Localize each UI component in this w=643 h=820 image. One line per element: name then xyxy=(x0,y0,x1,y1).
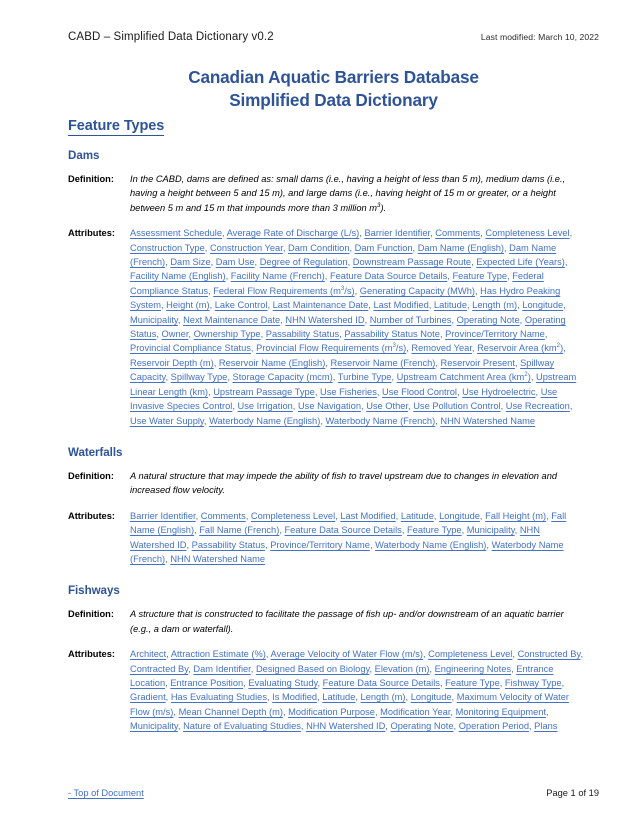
attributes-list xyxy=(130,226,587,428)
definition-label: Definition: xyxy=(68,470,114,481)
attribute-link[interactable]: Next Maintenance Date xyxy=(183,314,281,325)
attribute-link[interactable]: Monitoring Equipment xyxy=(455,706,547,717)
attribute-separator: , xyxy=(324,271,330,282)
attribute-separator: , xyxy=(391,372,397,383)
attribute-link[interactable]: Lake Control xyxy=(214,300,268,311)
attribute-link[interactable]: Use Flood Control xyxy=(382,386,457,397)
attribute-link[interactable]: Use Invasive Species Control xyxy=(130,386,558,412)
attribute-link[interactable]: Province/Territory Name xyxy=(270,539,370,550)
attribute-link[interactable]: Turbine Type xyxy=(337,372,392,383)
attribute-separator: , xyxy=(232,401,238,412)
attribute-separator: , xyxy=(186,539,192,550)
attribute-separator: , xyxy=(439,329,446,340)
section-heading-feature-types: Feature Types xyxy=(68,118,165,134)
attribute-link[interactable]: Waterbody Name (French) xyxy=(130,539,564,564)
attribute-separator: , xyxy=(479,510,486,521)
attribute-separator: , xyxy=(368,300,374,311)
attribute-link[interactable]: Latitude xyxy=(400,510,434,521)
attribute-link[interactable]: Last Modified xyxy=(340,510,396,521)
attribute-link[interactable]: NHN Watershed ID xyxy=(306,721,386,732)
attribute-separator: , xyxy=(320,415,326,426)
attribute-separator: , xyxy=(227,372,233,383)
attribute-link[interactable]: Storage Capacity (mcm) xyxy=(232,372,333,383)
attribute-link[interactable]: Use Hydroelectric xyxy=(462,386,536,397)
attribute-link[interactable]: Province/Territory Name xyxy=(445,329,545,340)
attribute-link[interactable]: Nature of Evaluating Studies xyxy=(183,721,301,732)
attribute-separator: , xyxy=(254,257,260,268)
attribute-link[interactable]: Fall Height (m) xyxy=(485,510,547,521)
attribute-link[interactable]: Length (m) xyxy=(360,692,406,703)
attribute-link[interactable]: Contracted By xyxy=(130,663,189,674)
attribute-separator: , xyxy=(471,257,477,268)
attribute-separator: , xyxy=(412,242,418,253)
attribute-link[interactable]: Latitude xyxy=(433,300,467,311)
attribute-link[interactable]: Entrance Position xyxy=(170,677,244,688)
attribute-link[interactable]: Average Rate of Discharge (L/s) xyxy=(226,228,360,239)
attribute-separator: , xyxy=(369,663,375,674)
attribute-separator: , xyxy=(376,386,383,397)
attribute-separator: , xyxy=(250,343,257,354)
attribute-link[interactable]: Elevation (m) xyxy=(374,663,430,674)
title-line-secondary: Simplified Data Dictionary xyxy=(229,90,438,110)
attribute-separator: , xyxy=(561,677,565,688)
document-footer xyxy=(68,788,599,798)
attribute-link[interactable]: NHN Watershed Name xyxy=(440,415,536,426)
attribute-link[interactable]: Fall Name (French) xyxy=(199,525,280,536)
attribute-separator: , xyxy=(339,329,345,340)
attribute-link[interactable]: Mean Channel Depth (m) xyxy=(178,706,283,717)
attribute-separator: , xyxy=(317,692,323,703)
attribute-separator: , xyxy=(208,386,214,397)
attribute-separator: , xyxy=(401,525,407,536)
attribute-link[interactable]: Waterbody Name (English) xyxy=(209,415,321,426)
attribute-separator: , xyxy=(499,677,505,688)
attribute-link[interactable]: Upstream Linear Length (km) xyxy=(130,372,577,397)
attribute-link[interactable]: NHN Watershed Name xyxy=(170,553,266,564)
attribute-separator: , xyxy=(300,721,307,732)
definition-label: Definition: xyxy=(68,609,114,620)
attribute-link[interactable]: Dam Use xyxy=(215,257,255,268)
attribute-link[interactable]: Reservoir Depth (m) xyxy=(130,357,214,368)
attribute-link[interactable]: Maximum Velocity of Water Flow (m/s) xyxy=(130,692,569,717)
attribute-link[interactable]: Longitude xyxy=(410,692,452,703)
attribute-separator: , xyxy=(564,257,568,268)
attribute-separator: , xyxy=(221,228,227,239)
attribute-separator: , xyxy=(203,415,210,426)
attribute-link[interactable]: Feature Data Source Details xyxy=(329,271,448,282)
attribute-separator: , xyxy=(188,329,194,340)
attribute-link[interactable]: Passability Status Note xyxy=(344,329,440,340)
attribute-separator: , xyxy=(335,510,341,521)
attributes-label: Attributes: xyxy=(68,228,115,239)
attribute-separator: , xyxy=(260,329,266,340)
attribute-separator: , xyxy=(451,314,457,325)
attribute-separator: , xyxy=(433,510,440,521)
feature-block xyxy=(68,149,587,428)
attribute-separator: , xyxy=(194,525,200,536)
attribute-separator: , xyxy=(514,357,521,368)
attribute-separator: , xyxy=(250,663,256,674)
attribute-link[interactable]: Architect xyxy=(130,649,167,660)
attribute-link[interactable]: Waterbody Name (English) xyxy=(375,539,487,550)
attributes-list xyxy=(130,509,587,567)
attribute-link[interactable]: Reservoir Name (French) xyxy=(330,357,436,368)
attribute-separator: , xyxy=(474,285,481,296)
attribute-separator: , xyxy=(395,510,401,521)
attribute-link[interactable]: Dam Condition xyxy=(288,242,350,253)
attribute-link[interactable]: Feature Type xyxy=(406,525,462,536)
attribute-separator: , xyxy=(374,706,381,717)
document-body xyxy=(68,118,587,752)
attributes-row xyxy=(68,226,587,428)
attribute-link[interactable]: Reservoir Name (English) xyxy=(218,357,326,368)
attribute-separator: , xyxy=(347,257,353,268)
attribute-link[interactable]: Modification Year xyxy=(380,706,451,717)
attribute-link[interactable]: Facility Name (French) xyxy=(230,271,325,282)
feature-heading: Fishways xyxy=(68,584,120,598)
attribute-link[interactable]: Degree of Regulation xyxy=(259,257,348,268)
attribute-link[interactable]: Plans xyxy=(534,721,558,732)
attribute-link[interactable]: NHN Watershed ID xyxy=(285,314,365,325)
attribute-separator: , xyxy=(209,300,215,311)
attribute-separator: , xyxy=(511,663,517,674)
attribute-separator: , xyxy=(569,228,573,239)
attributes-row xyxy=(68,509,587,567)
attribute-link[interactable]: Expected Life (Years) xyxy=(476,257,565,268)
document-title-block xyxy=(68,66,599,112)
attribute-separator: , xyxy=(265,539,271,550)
attribute-separator: , xyxy=(266,692,273,703)
attribute-separator: , xyxy=(435,357,441,368)
attribute-link[interactable]: Dam Name (English) xyxy=(417,242,504,253)
attribute-link[interactable]: Fishway Type xyxy=(504,677,562,688)
attribute-link[interactable]: Dam Identifier xyxy=(193,663,251,674)
attribute-link[interactable]: Spillway Type xyxy=(170,372,228,383)
attribute-separator: , xyxy=(282,242,288,253)
top-of-document-link[interactable]: - Top of Document xyxy=(68,788,144,798)
attribute-separator: , xyxy=(332,372,338,383)
attribute-separator: , xyxy=(267,300,273,311)
attribute-separator: , xyxy=(504,242,510,253)
attribute-link[interactable]: Barrier Identifier xyxy=(130,510,196,521)
attribute-link[interactable]: Use Water Supply xyxy=(130,415,204,426)
attribute-separator: , xyxy=(355,692,361,703)
attribute-link[interactable]: Feature Type xyxy=(452,271,508,282)
attribute-link[interactable]: Feature Data Source Details xyxy=(284,525,402,536)
attribute-separator: , xyxy=(156,329,162,340)
definition-text: A structure that is constructed to facilitate the passage of fish up- and/or downstream of an aquatic barrier (e.g., a dam or waterfall). xyxy=(130,609,564,634)
attribute-separator: , xyxy=(354,285,360,296)
attribute-separator: , xyxy=(453,721,459,732)
attribute-link[interactable]: Modification Purpose xyxy=(288,706,375,717)
attribute-link[interactable]: Removed Year xyxy=(411,343,472,354)
attributes-label: Attributes: xyxy=(68,510,115,521)
attribute-link[interactable]: Municipality xyxy=(466,525,515,536)
attribute-link[interactable]: Generating Capacity (MWh) xyxy=(359,285,475,296)
attribute-link[interactable]: Downstream Passage Route xyxy=(352,257,472,268)
attribute-separator: , xyxy=(530,372,536,383)
attribute-link[interactable]: Upstream Catchment Area $(km^2)$ xyxy=(396,371,531,383)
attribute-link[interactable]: Reservoir Area $(km^2)$ xyxy=(477,342,564,354)
attribute-separator: , xyxy=(512,649,518,660)
attribute-link[interactable]: Municipality xyxy=(130,314,178,325)
section-heading-wrap xyxy=(68,118,587,149)
attribute-link[interactable]: Waterbody Name (French) xyxy=(325,415,436,426)
attribute-separator: , xyxy=(177,314,184,325)
definition-row xyxy=(68,172,587,215)
attribute-separator: , xyxy=(188,663,194,674)
attribute-separator: , xyxy=(265,649,271,660)
attributes-label: Attributes: xyxy=(68,649,115,660)
attribute-separator: , xyxy=(430,228,436,239)
attribute-separator: , xyxy=(519,314,525,325)
attribute-link[interactable]: Ownership Type xyxy=(193,329,261,340)
attribute-separator: , xyxy=(546,706,549,717)
attribute-link[interactable]: Comments xyxy=(200,510,246,521)
attribute-separator: , xyxy=(563,300,566,311)
definition-label: Definition: xyxy=(68,174,114,184)
attribute-link[interactable]: Facility Name (English) xyxy=(130,271,226,282)
document-header xyxy=(68,31,599,49)
attribute-link[interactable]: NHN Watershed ID xyxy=(130,525,540,550)
attribute-separator: , xyxy=(165,692,171,703)
attribute-link[interactable]: Use Pollution Control xyxy=(413,401,501,412)
attribute-link[interactable]: Is Modified xyxy=(272,692,318,703)
attribute-separator: , xyxy=(435,415,441,426)
attribute-separator: , xyxy=(529,721,535,732)
attribute-link[interactable]: Assessment Schedule xyxy=(130,228,222,239)
attribute-link[interactable]: Construction Year xyxy=(209,242,283,253)
attribute-separator: , xyxy=(456,386,463,397)
attributes-list xyxy=(130,647,587,733)
attribute-separator: , xyxy=(546,510,552,521)
attribute-separator: , xyxy=(439,677,446,688)
attribute-separator: , xyxy=(210,257,216,268)
attribute-separator: , xyxy=(225,271,231,282)
attribute-link[interactable]: Operating Note xyxy=(390,721,454,732)
attribute-link[interactable]: Barrier Identifier xyxy=(364,228,431,239)
attribute-link[interactable]: Longitude xyxy=(522,300,564,311)
attribute-separator: , xyxy=(208,285,214,296)
attribute-link[interactable]: Use Fisheries xyxy=(320,386,377,397)
definition-row xyxy=(68,607,587,636)
attribute-link[interactable]: Passability Status xyxy=(191,539,266,550)
attribute-separator: , xyxy=(195,510,201,521)
attribute-link[interactable]: Provincial Compliance Status xyxy=(130,343,251,354)
attribute-link[interactable]: Longitude xyxy=(439,510,480,521)
attribute-link[interactable]: Designed Based on Biology xyxy=(255,663,370,674)
feature-heading: Dams xyxy=(68,149,100,162)
attribute-separator: , xyxy=(177,721,184,732)
attribute-separator: , xyxy=(385,721,391,732)
attribute-separator: , xyxy=(408,401,414,412)
attribute-link[interactable]: Use Recreation xyxy=(505,401,570,412)
attribute-link[interactable]: Reservoir Present xyxy=(440,357,515,368)
attribute-link[interactable]: Has Evaluating Studies xyxy=(170,692,267,703)
attribute-link[interactable]: Has Hydro Peaking System xyxy=(130,285,561,311)
attribute-separator: , xyxy=(282,706,289,717)
attribute-separator: , xyxy=(467,300,473,311)
feature-list xyxy=(68,149,587,734)
attribute-link[interactable]: Operating Note xyxy=(456,314,520,325)
attribute-separator: , xyxy=(461,525,467,536)
attribute-separator: , xyxy=(580,649,584,660)
attribute-separator: , xyxy=(405,692,411,703)
attribute-separator: , xyxy=(447,271,453,282)
attribute-separator: , xyxy=(569,401,573,412)
attribute-link[interactable]: Number of Turbines xyxy=(369,314,452,325)
attribute-link[interactable]: Provincial Flow Requirements $(m^3/s)$ xyxy=(256,342,407,354)
attribute-separator: , xyxy=(349,242,355,253)
attribute-separator: , xyxy=(480,228,486,239)
attribute-link[interactable]: Construction Type xyxy=(130,242,205,253)
attribute-separator: , xyxy=(361,401,367,412)
attribute-separator: , xyxy=(364,314,370,325)
attribute-separator: , xyxy=(535,386,541,397)
attribute-separator: , xyxy=(317,677,323,688)
attribute-link[interactable]: Use Irrigation xyxy=(237,401,293,412)
attribute-link[interactable]: Average Velocity of Water Flow (m/s) xyxy=(270,649,423,660)
attribute-link[interactable]: Height (m) xyxy=(166,300,210,311)
attribute-separator: , xyxy=(173,706,179,717)
definition-row xyxy=(68,469,587,498)
attribute-separator: , xyxy=(359,228,365,239)
attribute-separator: , xyxy=(280,314,286,325)
attribute-separator: , xyxy=(165,677,171,688)
attribute-link[interactable]: Operating Status xyxy=(130,314,566,340)
header-last-modified: Last modified: March 10, 2022 xyxy=(480,32,599,42)
attribute-link[interactable]: Attraction Estimate (%) xyxy=(170,649,266,660)
attribute-separator: , xyxy=(165,257,171,268)
attribute-link[interactable]: Passability Status xyxy=(265,329,340,340)
attribute-separator: , xyxy=(486,539,492,550)
attribute-separator: , xyxy=(471,343,478,354)
attribute-link[interactable]: Dam Function xyxy=(354,242,413,253)
attribute-link[interactable]: Constructed By xyxy=(517,649,581,660)
attribute-link[interactable]: Municipality xyxy=(130,721,178,732)
attribute-link[interactable]: Feature Data Source Details xyxy=(322,677,440,688)
feature-block xyxy=(68,446,587,566)
attribute-separator: , xyxy=(406,343,412,354)
attribute-separator: , xyxy=(292,401,298,412)
attribute-separator: , xyxy=(428,300,434,311)
attribute-separator: , xyxy=(165,553,171,564)
attribute-link[interactable]: Owner xyxy=(161,329,189,340)
attribute-link[interactable]: Operation Period xyxy=(458,721,529,732)
attribute-separator: , xyxy=(279,525,285,536)
attribute-link[interactable]: Comments xyxy=(435,228,481,239)
attribute-link[interactable]: Spillway Capacity xyxy=(130,357,555,383)
attribute-separator: , xyxy=(204,242,210,253)
attribute-separator: , xyxy=(517,300,523,311)
attribute-link[interactable]: Federal Flow Requirements $(m^3/s)$ xyxy=(213,284,355,296)
attributes-row xyxy=(68,647,587,733)
attribute-link[interactable]: Use Navigation xyxy=(297,401,362,412)
feature-heading: Waterfalls xyxy=(68,445,123,459)
page-number-label: Page 1 of 19 xyxy=(546,788,599,798)
attribute-link[interactable]: Evaluating Study xyxy=(248,677,318,688)
attribute-separator: , xyxy=(563,343,566,354)
attribute-link[interactable]: Completeness Level xyxy=(428,649,513,660)
definition-text: A natural structure that may impede the ability of fish to travel upstream due to changes in elevation and increased flow velocity. xyxy=(130,470,558,496)
attribute-link[interactable]: Length (m) xyxy=(472,300,518,311)
attribute-separator: , xyxy=(544,329,548,340)
feature-block xyxy=(68,584,587,733)
attribute-separator: , xyxy=(245,510,251,521)
attribute-link[interactable]: Gradient xyxy=(130,692,166,703)
attribute-link[interactable]: Last Modified xyxy=(373,300,429,311)
header-document-title: CABD – Simplified Data Dictionary v0.2 xyxy=(68,31,274,43)
attribute-separator: , xyxy=(213,357,219,368)
attribute-link[interactable]: Engineering Notes xyxy=(434,663,512,674)
attribute-separator: , xyxy=(165,372,171,383)
attribute-link[interactable]: Completeness Level xyxy=(250,510,336,521)
attribute-link[interactable]: Last Maintenance Date xyxy=(272,300,369,311)
attribute-link[interactable]: Federal Compliance Status xyxy=(130,271,544,296)
attribute-link[interactable]: Dam Size xyxy=(170,257,211,268)
attribute-separator: , xyxy=(314,386,321,397)
attribute-link[interactable]: Completeness Level xyxy=(485,228,570,239)
attribute-link[interactable]: Entrance Location xyxy=(130,663,554,688)
attribute-separator: , xyxy=(422,649,429,660)
attribute-separator: , xyxy=(500,401,506,412)
attribute-link[interactable]: Latitude xyxy=(322,692,356,703)
attribute-link[interactable]: Dam Name (French) xyxy=(130,242,557,268)
attribute-link[interactable]: Upstream Passage Type xyxy=(213,386,315,397)
attribute-link[interactable]: Use Other xyxy=(366,401,409,412)
attribute-separator: , xyxy=(429,663,435,674)
title-line-primary: Canadian Aquatic Barriers Database xyxy=(188,67,479,87)
attribute-separator: , xyxy=(369,539,376,550)
attribute-separator: , xyxy=(451,692,457,703)
attribute-separator: , xyxy=(507,271,513,282)
attribute-separator: , xyxy=(325,357,331,368)
attribute-separator: , xyxy=(450,706,456,717)
attribute-link[interactable]: Feature Type xyxy=(445,677,500,688)
attribute-separator: , xyxy=(243,677,249,688)
attribute-separator: , xyxy=(161,300,167,311)
definition-text: In the CABD, dams are defined as: small dams (i.e., having a height of less than 5 m), medium dams (i.e., having a height between 5 and 15 m), and large dams (i.e., having height of 15 m or greater, or a height between 5 m and 15 m that impounds more than 3 million $m^3$). xyxy=(130,174,566,213)
attribute-link[interactable]: Fall Name (English) xyxy=(130,510,567,536)
attribute-separator: , xyxy=(514,525,520,536)
attribute-separator: , xyxy=(166,649,171,660)
